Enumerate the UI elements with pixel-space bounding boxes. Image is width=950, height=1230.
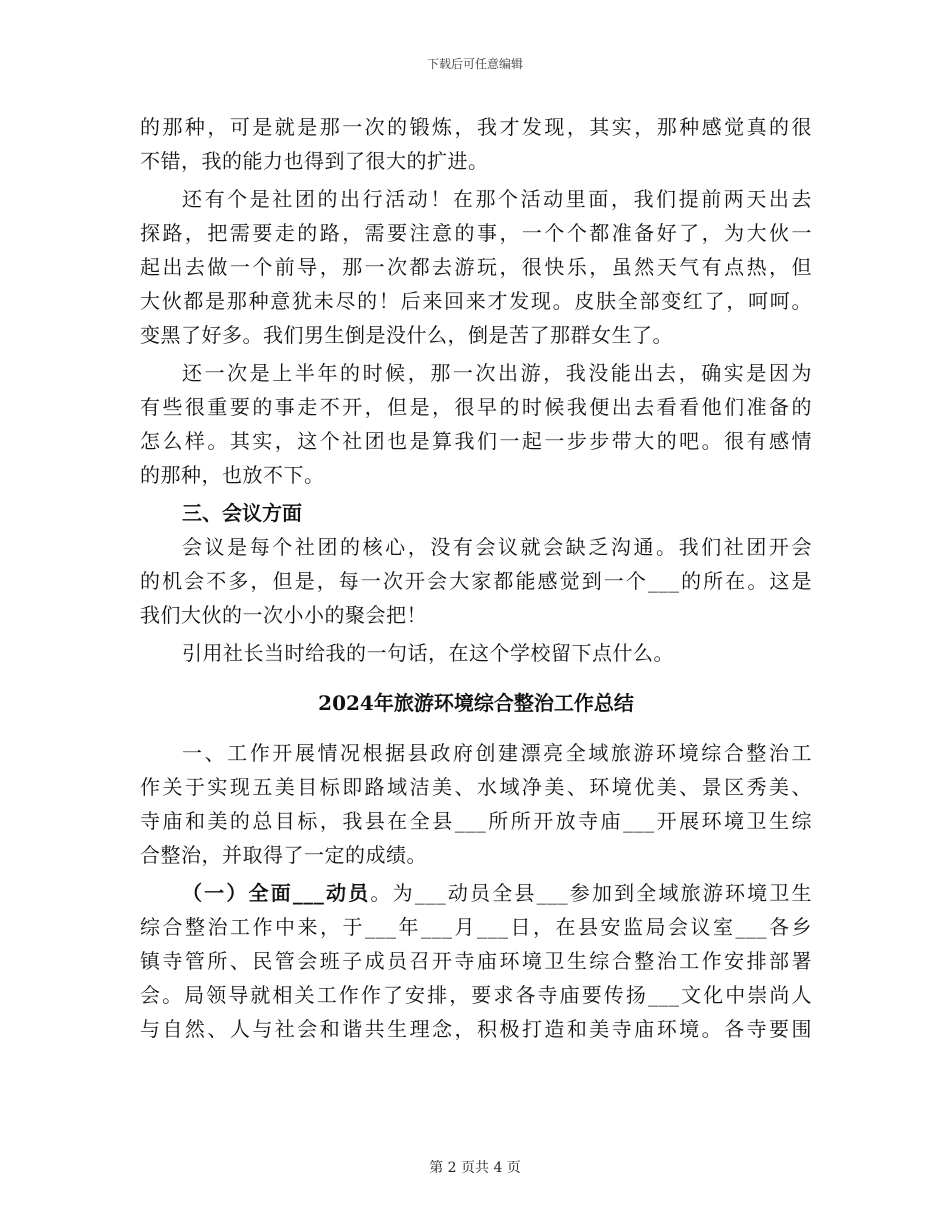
- document-body: [140, 110, 812, 1046]
- paragraph-outing: [140, 182, 812, 352]
- article-title: 2024年旅游环境综合整治工作总结: [318, 691, 634, 715]
- paragraph-quote: 引用社长当时给我的一句话，在这个学校留下点什么。: [182, 641, 674, 665]
- paragraph-meeting: [140, 530, 812, 632]
- text-line: 我们大伙的一次小小的聚会把！: [140, 603, 427, 627]
- page-footer: 第 2 页共 4 页: [429, 1160, 521, 1176]
- text-line: 合整治，并取得了一定的成绩。: [140, 843, 427, 867]
- subsection-lead: （一）全面___动员: [182, 881, 371, 905]
- paragraph-overview: [140, 736, 812, 872]
- text-line: 一、工作开展情况根据县政府创建漂亮全域旅游环境综合整治工: [182, 741, 812, 765]
- page-header: 下载后可任意编辑: [426, 57, 523, 71]
- text-line: 不错，我的能力也得到了很大的扩进。: [140, 149, 489, 173]
- text-line: 综合整治工作中来，于___年___月___日，在县安监局会议室___各乡: [140, 915, 812, 939]
- paragraph-mobilization: [140, 876, 812, 1046]
- text-line: 镇寺管所、民管会班子成员召开寺庙环境卫生综合整治工作安排部署: [140, 949, 812, 973]
- text-line: 会。局领导就相关工作作了安排，要求各寺庙要传扬___文化中崇尚人: [140, 983, 812, 1007]
- text-line: 还有个是社团的出行活动！在那个活动里面，我们提前两天出去: [182, 187, 812, 211]
- text-line: 作关于实现五美目标即路域洁美、水域净美、环境优美、景区秀美、: [140, 775, 812, 799]
- text-line: 怎么样。其实，这个社团也是算我们一起一步步带大的吧。很有感情: [140, 429, 812, 453]
- section-heading-meeting: 三、会议方面: [182, 501, 302, 525]
- text-line: 起出去做一个前导，那一次都去游玩，很快乐，虽然天气有点热，但: [140, 255, 812, 279]
- text-line: 与自然、人与社会和谐共生理念，积极打造和美寺庙环境。各寺要围: [140, 1017, 812, 1041]
- text-line: [140, 876, 812, 910]
- text-line: 有些很重要的事走不开，但是，很早的时候我便出去看看他们准备的: [140, 395, 812, 419]
- text-segment: 。为___动员全县___参加到全域旅游环境卫生: [370, 881, 813, 905]
- text-line: 会议是每个社团的核心，没有会议就会缺乏沟通。我们社团开会: [182, 535, 812, 559]
- paragraph-half-year: [140, 356, 812, 492]
- text-line: 还一次是上半年的时候，那一次出游，我没能出去，确实是因为: [182, 361, 812, 385]
- text-line: 的那种，可是就是那一次的锻炼，我才发现，其实，那种感觉真的很: [140, 115, 812, 139]
- text-line: 的机会不多，但是，每一次开会大家都能感觉到一个___的所在。这是: [140, 569, 812, 593]
- text-line: 变黑了好多。我们男生倒是没什么，倒是苦了那群女生了。: [140, 323, 673, 347]
- text-line: 的那种，也放不下。: [140, 463, 325, 487]
- paragraph-continuation: [140, 110, 812, 178]
- text-line: 大伙都是那种意犹未尽的！后来回来才发现。皮肤全部变红了，呵呵。: [140, 289, 812, 313]
- text-line: 探路，把需要走的路，需要注意的事，一个个都准备好了，为大伙一: [140, 221, 812, 245]
- text-line: 寺庙和美的总目标，我县在全县___所所开放寺庙___开展环境卫生综: [140, 809, 812, 833]
